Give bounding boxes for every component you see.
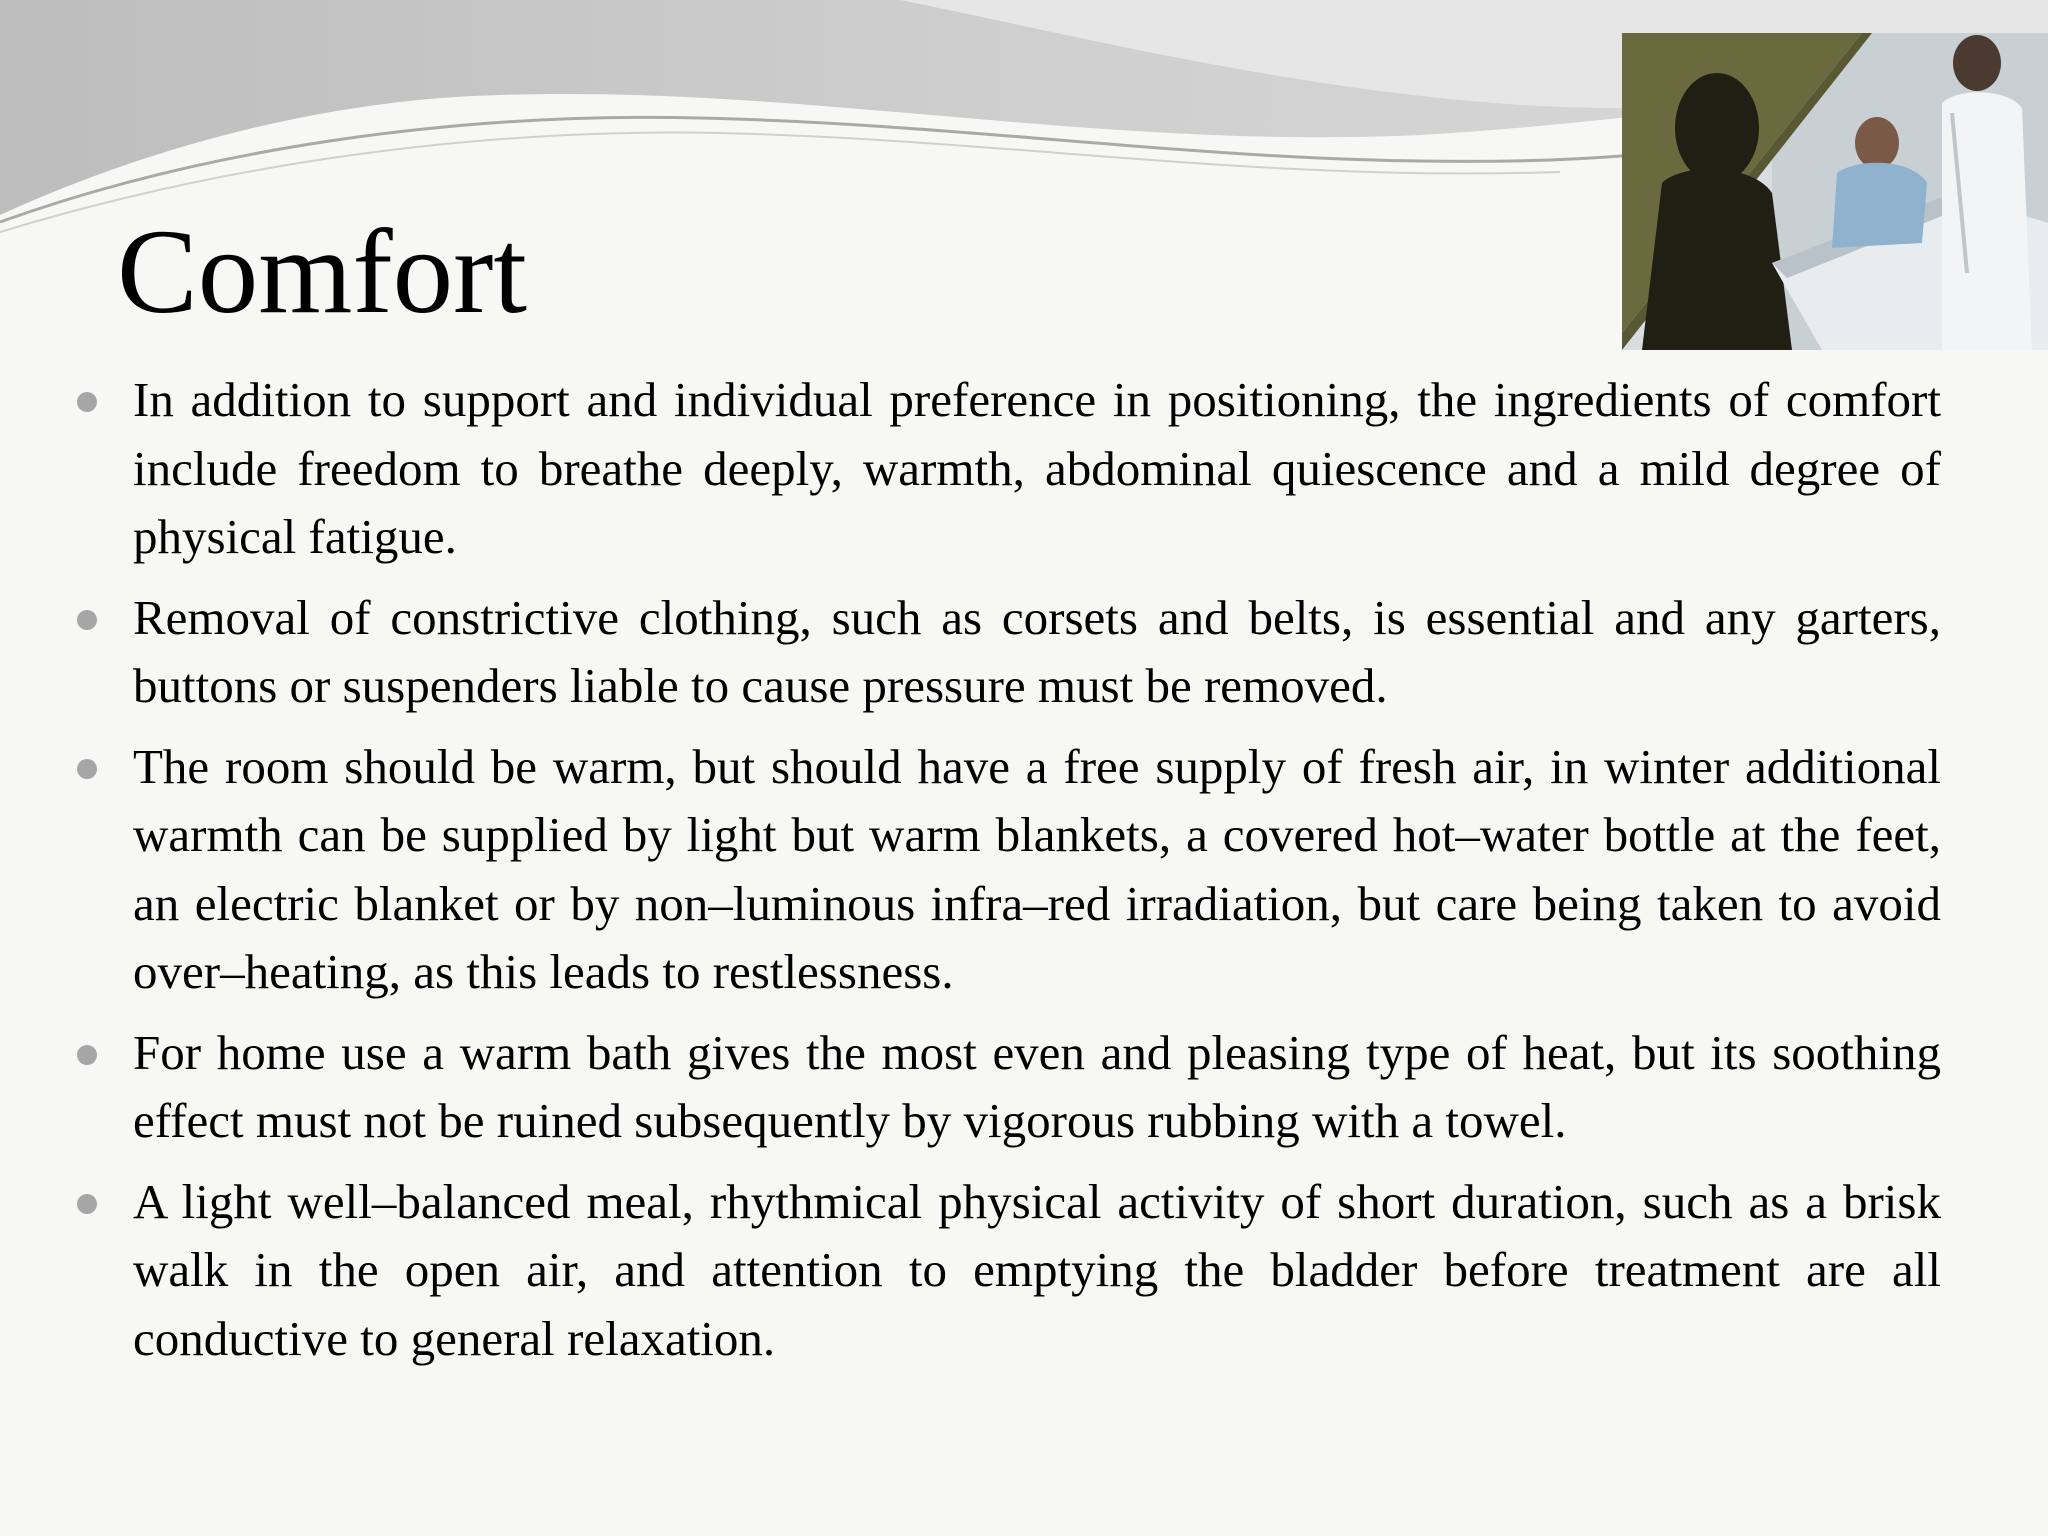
bullet-dot-icon [77, 1045, 97, 1065]
slide-title: Comfort [117, 205, 528, 339]
bullet-text: Removal of constrictive clothing, such as corsets and belts, is essential and any garters, buttons or suspenders liable to cause pressure must be removed. [133, 589, 1941, 713]
bullet-item [133, 584, 1941, 721]
bullet-list [0, 366, 2048, 1385]
bullet-text: For home use a warm bath gives the most even and pleasing type of heat, but its soothing effect must not be ruined subsequently by vigorous rubbing with a towel. [133, 1024, 1941, 1148]
bullet-dot-icon [77, 1194, 97, 1214]
bullet-text: The room should be warm, but should have a free supply of fresh air, in winter additional warmth can be supplied by light but warm blankets, a covered hot–water bottle at the feet, an electric blanket or by non–luminous infra–red irradiation, but care being taken to avoid over–heating, as this leads to restlessness. [133, 738, 1941, 999]
bullet-text: A light well–balanced meal, rhythmical physical activity of short duration, such as a brisk walk in the open air, and attention to emptying the bladder before treatment are all conductive to general relaxation. [133, 1173, 1941, 1366]
bullet-item [133, 733, 1941, 1007]
bullet-item [133, 1168, 1941, 1374]
patient-in-hospital-bed-image [1622, 33, 2048, 350]
bullet-dot-icon [77, 392, 97, 412]
bullet-text: In addition to support and individual preference in positioning, the ingredients of comfort include freedom to breathe deeply, warmth, abdominal quiescence and a mild degree of physical fatigue. [133, 372, 1941, 564]
bullet-dot-icon [77, 759, 97, 779]
bullet-item [133, 1019, 1941, 1156]
bullet-item [133, 366, 1941, 572]
bullet-dot-icon [77, 610, 97, 630]
